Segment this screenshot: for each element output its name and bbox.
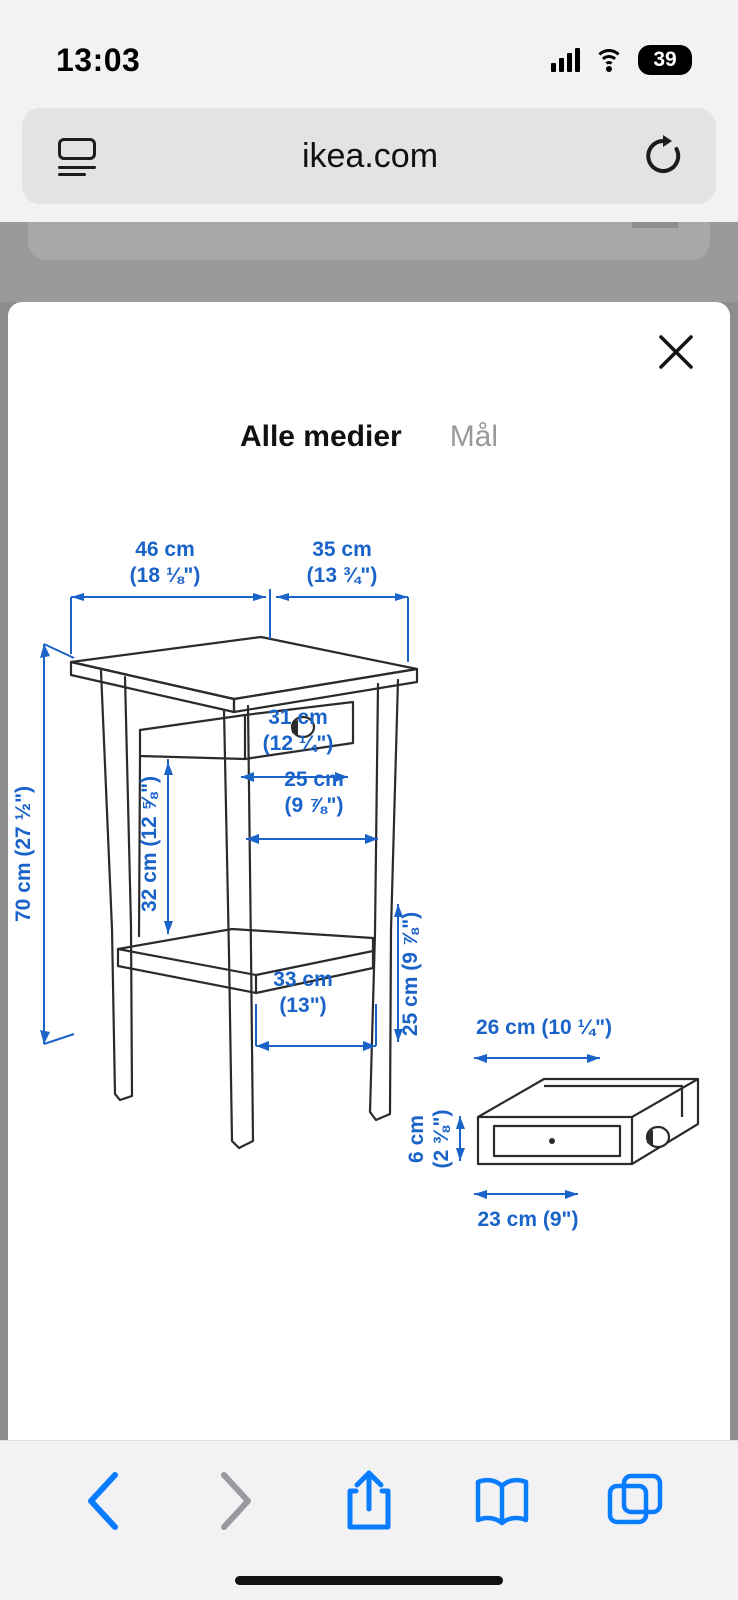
tab-alle-medier[interactable]: Alle medier xyxy=(239,420,402,453)
status-indicators xyxy=(551,45,692,75)
background-search-pill xyxy=(28,222,710,260)
drawer-outline xyxy=(478,1079,698,1164)
reload-icon[interactable] xyxy=(642,135,684,177)
label-shelf-height: 25 cm (9 ⅞") xyxy=(399,911,422,1037)
status-bar xyxy=(0,0,738,100)
status-time: 13:03 xyxy=(56,41,141,78)
label-depth-top-l2: (13 ¾") xyxy=(306,564,378,587)
label-inner-depth-l1: 25 cm xyxy=(284,768,344,791)
media-modal-sheet xyxy=(8,302,730,1440)
wifi-icon xyxy=(594,49,624,71)
table-vertical-labels xyxy=(12,776,422,1036)
label-width-top-l1: 46 cm xyxy=(135,538,195,561)
browser-toolbar xyxy=(0,1440,738,1560)
url-text[interactable]: ikea.com xyxy=(301,136,439,175)
label-drawer-height-l1: 6 cm xyxy=(405,1115,428,1163)
url-pill[interactable] xyxy=(22,108,716,204)
label-depth-top-l1: 35 cm xyxy=(312,538,372,561)
cellular-signal-icon xyxy=(551,48,580,72)
tabs-icon[interactable] xyxy=(600,1466,670,1536)
media-tabs xyxy=(8,302,730,454)
label-height-total: 70 cm (27 ½") xyxy=(12,785,35,923)
label-inner-width-l1: 31 cm xyxy=(268,706,328,729)
drawer-dimension-labels xyxy=(405,1016,612,1231)
label-width-top-l2: (18 ⅛") xyxy=(129,564,201,587)
label-foot-width-l1: 33 cm xyxy=(273,968,333,991)
dimmed-page-background xyxy=(0,222,738,302)
label-height-shelf: 32 cm (12 ⅝") xyxy=(138,775,161,913)
battery-indicator: 39 xyxy=(638,45,692,75)
close-icon[interactable] xyxy=(652,328,700,376)
dimension-arrowheads xyxy=(40,593,408,1051)
label-foot-width-l2: (13") xyxy=(279,994,327,1017)
book-icon[interactable] xyxy=(467,1466,537,1536)
background-menu-line xyxy=(632,222,678,228)
browser-address-bar xyxy=(0,100,738,222)
chevron-right-icon[interactable] xyxy=(201,1466,271,1536)
label-inner-width-l2: (12 ¼") xyxy=(262,732,334,755)
tab-maal[interactable]: Mål xyxy=(449,420,499,453)
reader-view-icon[interactable] xyxy=(54,136,98,176)
label-drawer-depth: 23 cm (9") xyxy=(477,1208,579,1231)
dimension-drawing xyxy=(8,534,730,1434)
share-icon[interactable] xyxy=(334,1466,404,1536)
label-drawer-height-l2: (2 ⅜") xyxy=(430,1109,453,1169)
table-outline xyxy=(71,637,417,1148)
label-drawer-width: 26 cm (10 ¼") xyxy=(475,1016,613,1039)
web-page-content xyxy=(0,222,738,1440)
home-bar[interactable] xyxy=(235,1576,503,1585)
home-indicator xyxy=(0,1560,738,1600)
label-inner-depth-l2: (9 ⅞") xyxy=(284,794,344,817)
chevron-left-icon[interactable] xyxy=(68,1466,138,1536)
